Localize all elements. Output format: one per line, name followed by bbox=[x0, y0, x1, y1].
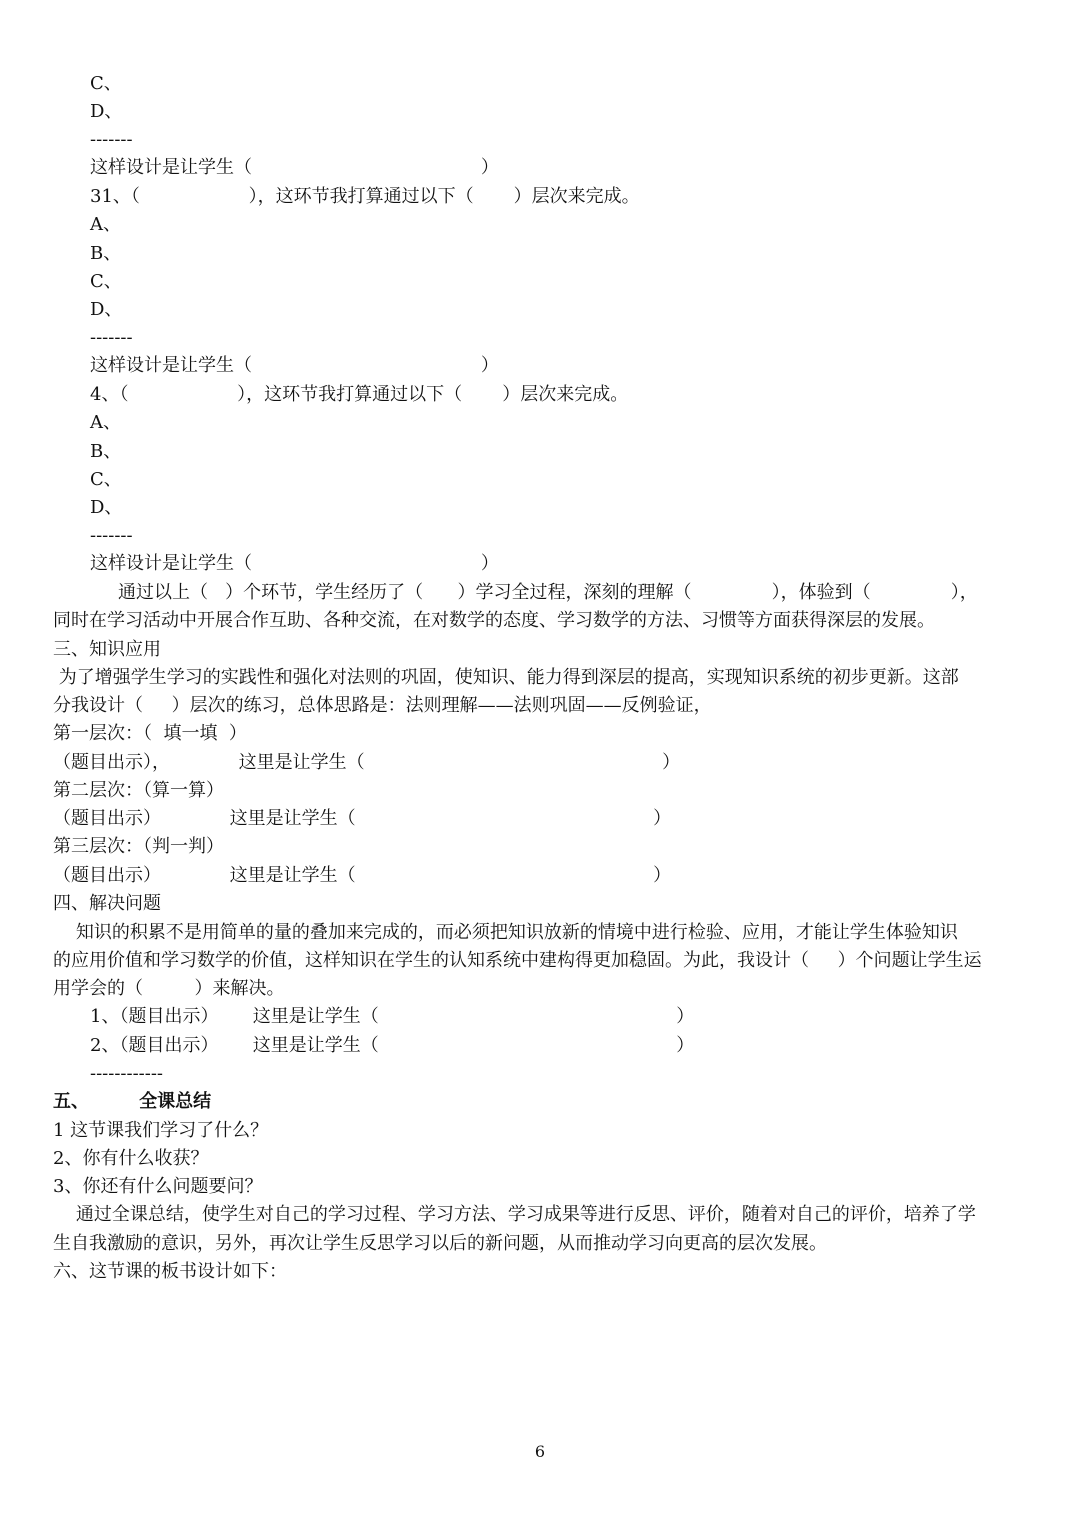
text-line: B、 bbox=[90, 243, 122, 264]
text-line: 4、（ ），这环节我打算通过以下（ ）层次来完成。 bbox=[90, 384, 629, 405]
text-line: A、 bbox=[90, 214, 121, 235]
section-heading: 四、解决问题 bbox=[53, 893, 161, 914]
text-line: C、 bbox=[90, 469, 122, 490]
text-line: 通过以上（ ）个环节，学生经历了（ ）学习全过程，深刻的理解（ ），体验到（ ）， bbox=[118, 582, 978, 603]
page-number: 6 bbox=[534, 1442, 546, 1461]
text-line: D、 bbox=[90, 299, 123, 320]
text-line: （题目出示） 这里是让学生（ ） bbox=[53, 808, 672, 829]
section-heading: 三、知识应用 bbox=[53, 639, 161, 660]
text-line: 2、（题目出示） 这里是让学生（ ） bbox=[90, 1035, 695, 1056]
text-line: 第一层次：（ 填一填 ） bbox=[53, 723, 247, 744]
section-heading: 五、 全课总结 bbox=[53, 1091, 212, 1112]
text-line: 分我设计（ ）层次的练习，总体思路是：法则理解——法则巩固——反例验证， bbox=[53, 695, 712, 716]
text-line: 这样设计是让学生（ ） bbox=[90, 157, 499, 178]
text-line: 知识的积累不是用简单的量的叠加来完成的，而必须把知识放新的情境中进行检验、应用，才能让学生体验知识 bbox=[53, 922, 958, 943]
text-line: 1、（题目出示） 这里是让学生（ ） bbox=[90, 1006, 695, 1027]
text-line: 通过全课总结，使学生对自己的学习过程、学习方法、学习成果等进行反思、评价，随着对自己的评价，培养了学 bbox=[53, 1204, 976, 1225]
text-line: ------- bbox=[90, 327, 133, 348]
text-line: C、 bbox=[90, 271, 122, 292]
text-line: 生自我激励的意识，另外，再次让学生反思学习以后的新问题，从而推动学习向更高的层次发展。 bbox=[53, 1233, 827, 1254]
text-line: （题目出示） 这里是让学生（ ） bbox=[53, 865, 672, 886]
text-line: C、 bbox=[90, 73, 122, 94]
text-line: 的应用价值和学习数学的价值，这样知识在学生的认知系统中建构得更加稳固。为此，我设计（ ）个问题让学生运 bbox=[53, 950, 982, 971]
text-line: ------- bbox=[90, 129, 133, 150]
text-line: ------- bbox=[90, 525, 133, 546]
text-line: 3、你还有什么问题要问？ bbox=[53, 1176, 263, 1197]
text-line: 第三层次：（判一判） bbox=[53, 836, 224, 857]
text-line: B、 bbox=[90, 441, 122, 462]
text-line: 为了增强学生学习的实践性和强化对法则的巩固，使知识、能力得到深层的提高，实现知识系统的初步更新。这部 bbox=[53, 667, 959, 688]
text-line: A、 bbox=[90, 412, 121, 433]
text-line: 这样设计是让学生（ ） bbox=[90, 553, 499, 574]
text-line: D、 bbox=[90, 101, 123, 122]
text-line: D、 bbox=[90, 497, 123, 518]
text-line: 这样设计是让学生（ ） bbox=[90, 355, 499, 376]
text-line: 同时在学习活动中开展合作互助、各种交流，在对数学的态度、学习数学的方法、习惯等方面获得深层的发展。 bbox=[53, 610, 935, 631]
text-line: 第二层次：（算一算） bbox=[53, 780, 224, 801]
text-line: ------------ bbox=[90, 1063, 163, 1084]
text-line: 31、（ ），这环节我打算通过以下（ ）层次来完成。 bbox=[90, 186, 640, 207]
text-line: 2、你有什么收获？ bbox=[53, 1148, 209, 1169]
text-line: （题目出示）， 这里是让学生（ ） bbox=[53, 752, 681, 773]
section-heading: 六、这节课的板书设计如下： bbox=[53, 1261, 287, 1282]
text-line: 1 这节课我们学习了什么？ bbox=[53, 1120, 269, 1141]
text-line: 用学会的（ ）来解决。 bbox=[53, 978, 285, 999]
